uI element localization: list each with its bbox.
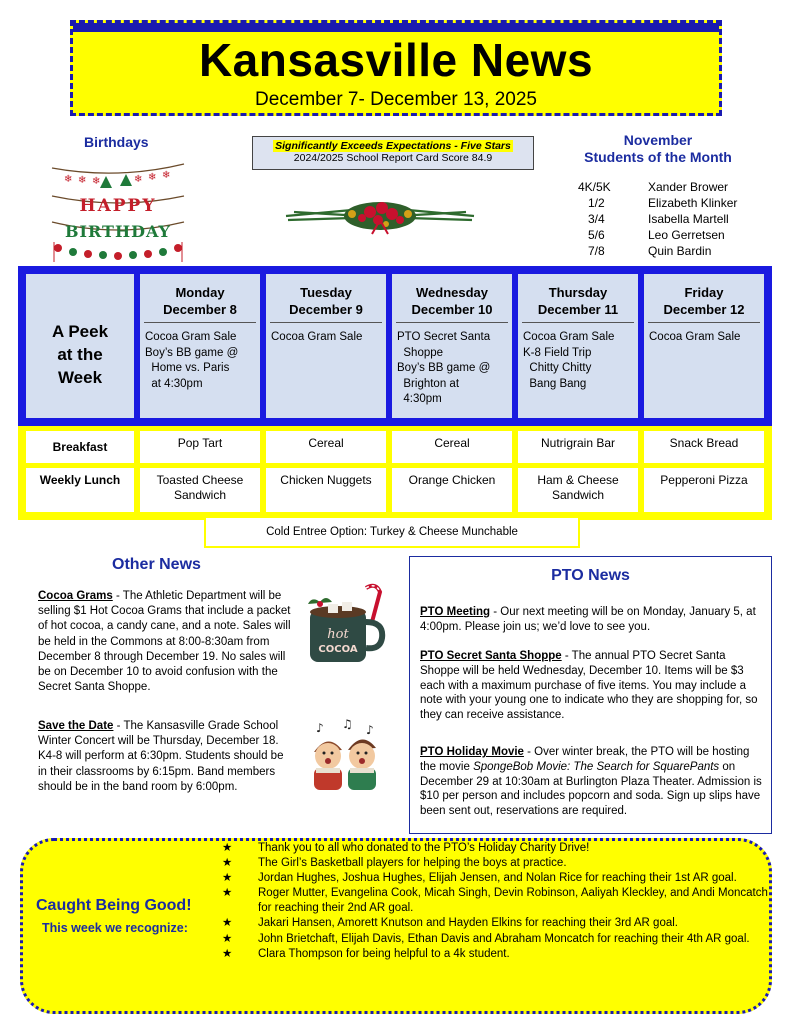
event-line: Cocoa Gram Sale <box>145 331 237 343</box>
day-date: December 10 <box>411 302 493 317</box>
event-line: Shoppe <box>397 346 444 359</box>
lunch-item <box>644 468 764 512</box>
students-of-month-title <box>560 132 756 166</box>
recognition-list <box>222 841 770 962</box>
event-line: Chitty Chitty <box>523 362 592 374</box>
star-icon: ★ <box>222 857 233 870</box>
event-line: Brighton at <box>397 377 460 390</box>
pto-movie-text-1: - Over winter break, the PTO will be hosting the movie <box>420 746 750 773</box>
hot-cocoa-mug-image <box>300 582 390 668</box>
list-item <box>222 841 770 856</box>
event-line: Boy’s BB game @ <box>397 362 491 374</box>
other-news-title: Other News <box>112 556 201 573</box>
cocoa-grams-heading: Cocoa Grams <box>38 590 113 602</box>
sotm-student: Elizabeth Klinker <box>648 196 738 210</box>
cocoa-grams-text: - The Athletic Department will be selling $1 Hot Cocoa Grams that include a packet of hot cocoa, a candy cane, and a note. Sales will be held in the Commons at 8:00-8:30am from December 8 through December 19. No sales will be on December 10 to avoid confusion with the Secret Santa Shoppe. <box>38 590 291 694</box>
sotm-row <box>578 244 768 258</box>
day-date: December 8 <box>163 302 237 317</box>
day-name: Wednesday <box>415 285 488 300</box>
day-divider <box>522 322 634 323</box>
svg-text:❄: ❄ <box>148 172 157 183</box>
day-divider <box>648 322 760 323</box>
pto-santa-text: - The annual PTO Secret Santa Shoppe will be held Wednesday, December 10. Items will be $3 each with a maximum purchase of five items. You may include a note with your young one to indicate who they are shopping for, so they can receive assistance. <box>420 650 758 722</box>
event-line: PTO Secret Santa <box>397 331 491 343</box>
event-line: 4:30pm <box>397 393 442 405</box>
day-column-tuesday <box>266 274 386 418</box>
sotm-student: Quin Bardin <box>648 244 712 258</box>
list-item <box>222 886 770 916</box>
svg-text:❄: ❄ <box>162 170 171 181</box>
recognition-text: Clara Thompson for being helpful to a 4k student. <box>258 947 510 960</box>
event-line: Bang Bang <box>523 377 587 390</box>
sotm-grade: 5/6 <box>588 228 605 242</box>
lunch-line: Sandwich <box>551 488 605 502</box>
day-column-friday <box>644 274 764 418</box>
recognition-text: John Brietchaft, Elijah Davis, Ethan Davis and Abraham Moncatch for reaching their 4th AR goal. <box>258 932 750 945</box>
sotm-row <box>578 212 768 226</box>
event-line: Boy’s BB game @ <box>145 346 239 359</box>
day-events <box>271 330 384 346</box>
lunch-line: Sandwich <box>173 488 227 502</box>
header-top-bar <box>73 23 719 32</box>
banner-birthday-text: BIRTHDAY <box>65 222 171 241</box>
day-column-thursday <box>518 274 638 418</box>
report-card-score: 2024/2025 School Report Card Score 84.9 <box>293 152 493 164</box>
day-events <box>397 330 510 408</box>
pto-news-box <box>409 556 772 834</box>
caroling-children-image <box>302 718 388 792</box>
recognition-text: Jakari Hansen, Amorett Knutson and Hayden Elkins for reaching their 3rd AR goal. <box>258 917 678 930</box>
list-item <box>222 871 770 886</box>
day-divider <box>270 322 382 323</box>
breakfast-item: Nutrigrain Bar <box>518 431 638 463</box>
day-name: Monday <box>175 285 225 300</box>
caught-being-good-title: Caught Being Good! <box>36 897 192 914</box>
save-the-date-article <box>38 719 294 795</box>
star-icon: ★ <box>222 947 233 960</box>
sotm-row <box>578 228 768 242</box>
newsletter-header <box>70 20 722 116</box>
day-date: December 11 <box>537 302 619 317</box>
banner-happy-text: HAPPY <box>79 196 157 216</box>
day-column-wednesday <box>392 274 512 418</box>
sotm-grade: 1/2 <box>588 196 605 210</box>
event-line: Home vs. Paris <box>145 362 230 374</box>
day-name: Tuesday <box>300 285 352 300</box>
day-column-monday <box>140 274 260 418</box>
pto-meeting-heading: PTO Meeting <box>420 606 491 618</box>
list-item <box>222 856 770 871</box>
holiday-garland-image <box>282 190 478 240</box>
svg-text:❄: ❄ <box>134 174 143 185</box>
peek-label-line3: Week <box>57 368 103 387</box>
cocoa-grams-article <box>38 589 294 695</box>
breakfast-item: Pop Tart <box>140 431 260 463</box>
week-calendar <box>18 266 772 426</box>
pto-santa-heading: PTO Secret Santa Shoppe <box>420 650 562 662</box>
peek-label-line1: A Peek <box>51 322 109 341</box>
pto-santa-article <box>420 649 766 723</box>
pto-meeting-text: - Our next meeting will be on Monday, January 5, at 4:00pm. Please join us; we’d love to see you. <box>420 606 756 633</box>
day-name: Friday <box>684 285 724 300</box>
sotm-student: Isabella Martell <box>648 212 729 226</box>
star-icon: ★ <box>222 887 233 900</box>
peek-label-line2: at the <box>57 345 103 364</box>
list-item <box>222 947 770 962</box>
recognition-text: Thank you to all who donated to the PTO’s Holiday Charity Drive! <box>258 842 590 854</box>
lunch-item <box>518 468 638 512</box>
breakfast-item: Snack Bread <box>644 431 764 463</box>
five-stars-line: Significantly Exceeds Expectations - Five Stars <box>275 140 511 152</box>
sotm-grade: 7/8 <box>588 244 605 258</box>
save-the-date-heading: Save the Date <box>38 720 114 732</box>
pto-movie-text-2: on December 29 at 10:30am at Burlington Plaza Theater. Admission is $10 per person and includes popcorn and soda. Sign up slips have been sent out, reservations are required. <box>420 760 762 818</box>
svg-text:❄: ❄ <box>92 176 101 187</box>
star-icon: ★ <box>222 917 233 930</box>
lunch-item <box>266 468 386 512</box>
event-line: Cocoa Gram Sale <box>271 331 363 343</box>
day-events <box>145 330 258 392</box>
cold-entree-option: Cold Entree Option: Turkey & Cheese Munchable <box>204 518 580 548</box>
mug-hot-text: hot <box>327 627 349 642</box>
meal-menu <box>18 426 772 520</box>
pto-news-title: PTO News <box>551 567 630 584</box>
breakfast-item: Cereal <box>392 431 512 463</box>
birthdays-title: Birthdays <box>84 134 149 150</box>
happy-birthday-banner-image <box>48 158 188 268</box>
svg-text:❄: ❄ <box>64 174 73 185</box>
pto-movie-title: SpongeBob Movie: The Search for SquarePants <box>473 760 720 773</box>
event-line: Cocoa Gram Sale <box>649 331 741 343</box>
sotm-title-line1: November <box>623 132 693 148</box>
sotm-grade: 4K/5K <box>578 180 611 194</box>
star-icon: ★ <box>222 842 233 854</box>
sotm-title-line2: Students of the Month <box>584 149 732 165</box>
caught-being-good-subtitle: This week we recognize: <box>42 921 188 935</box>
save-the-date-text: - The Kansasville Grade School Winter Concert will be Thursday, December 18. K4-8 will perform at 6:30pm. Students should be in their classrooms by 6:15pm. Band members should be in the band room by 6:00pm. <box>38 720 284 793</box>
svg-text:♪: ♪ <box>316 721 324 735</box>
sotm-row <box>578 180 768 194</box>
day-divider <box>396 322 508 323</box>
event-line: Cocoa Gram Sale <box>523 331 615 343</box>
lunch-line: Toasted Cheese <box>156 473 244 487</box>
pto-movie-article <box>420 745 766 819</box>
lunch-line: Ham & Cheese <box>537 473 619 487</box>
lunch-item <box>140 468 260 512</box>
report-card-box <box>252 136 534 170</box>
day-date: December 12 <box>663 302 745 317</box>
svg-text:♪: ♪ <box>366 723 374 737</box>
day-events <box>649 330 762 346</box>
breakfast-label: Breakfast <box>26 431 134 463</box>
svg-text:♫: ♫ <box>342 718 353 731</box>
event-line: at 4:30pm <box>145 377 203 390</box>
recognition-text: The Girl’s Basketball players for helping the boys at practice. <box>258 857 567 870</box>
pto-movie-heading: PTO Holiday Movie <box>420 746 524 758</box>
pto-meeting-article <box>420 605 766 635</box>
weekly-lunch-label: Weekly Lunch <box>26 468 134 512</box>
list-item <box>222 916 770 931</box>
star-icon: ★ <box>222 932 233 945</box>
breakfast-item: Cereal <box>266 431 386 463</box>
day-date: December 9 <box>289 302 363 317</box>
recognition-text: Roger Mutter, Evangelina Cook, Micah Singh, Devin Robinson, Aaliyah Kleckley, and Andi Moncatch for reaching their 2nd AR goal. <box>258 887 768 915</box>
day-divider <box>144 322 256 323</box>
lunch-line: Orange Chicken <box>408 473 496 487</box>
newsletter-dates: December 7- December 13, 2025 <box>255 89 537 110</box>
mug-cocoa-text: COCOA <box>318 644 358 655</box>
recognition-text: Jordan Hughes, Joshua Hughes, Elijah Jensen, and Nolan Rice for reaching their 1st AR goal. <box>258 872 737 885</box>
lunch-line: Pepperoni Pizza <box>660 473 748 487</box>
sotm-student: Leo Gerretsen <box>648 228 725 242</box>
peek-label-cell <box>26 274 134 418</box>
day-name: Thursday <box>548 285 608 300</box>
svg-text:❄: ❄ <box>78 175 87 186</box>
day-events <box>523 330 636 392</box>
lunch-item <box>392 468 512 512</box>
list-item <box>222 932 770 947</box>
event-line: K-8 Field Trip <box>523 346 592 359</box>
newsletter-title: Kansasville News <box>198 34 594 86</box>
sotm-grade: 3/4 <box>588 212 605 226</box>
sotm-row <box>578 196 768 210</box>
star-icon: ★ <box>222 872 233 885</box>
sotm-student: Xander Brower <box>648 180 729 194</box>
lunch-line: Chicken Nuggets <box>280 473 372 487</box>
